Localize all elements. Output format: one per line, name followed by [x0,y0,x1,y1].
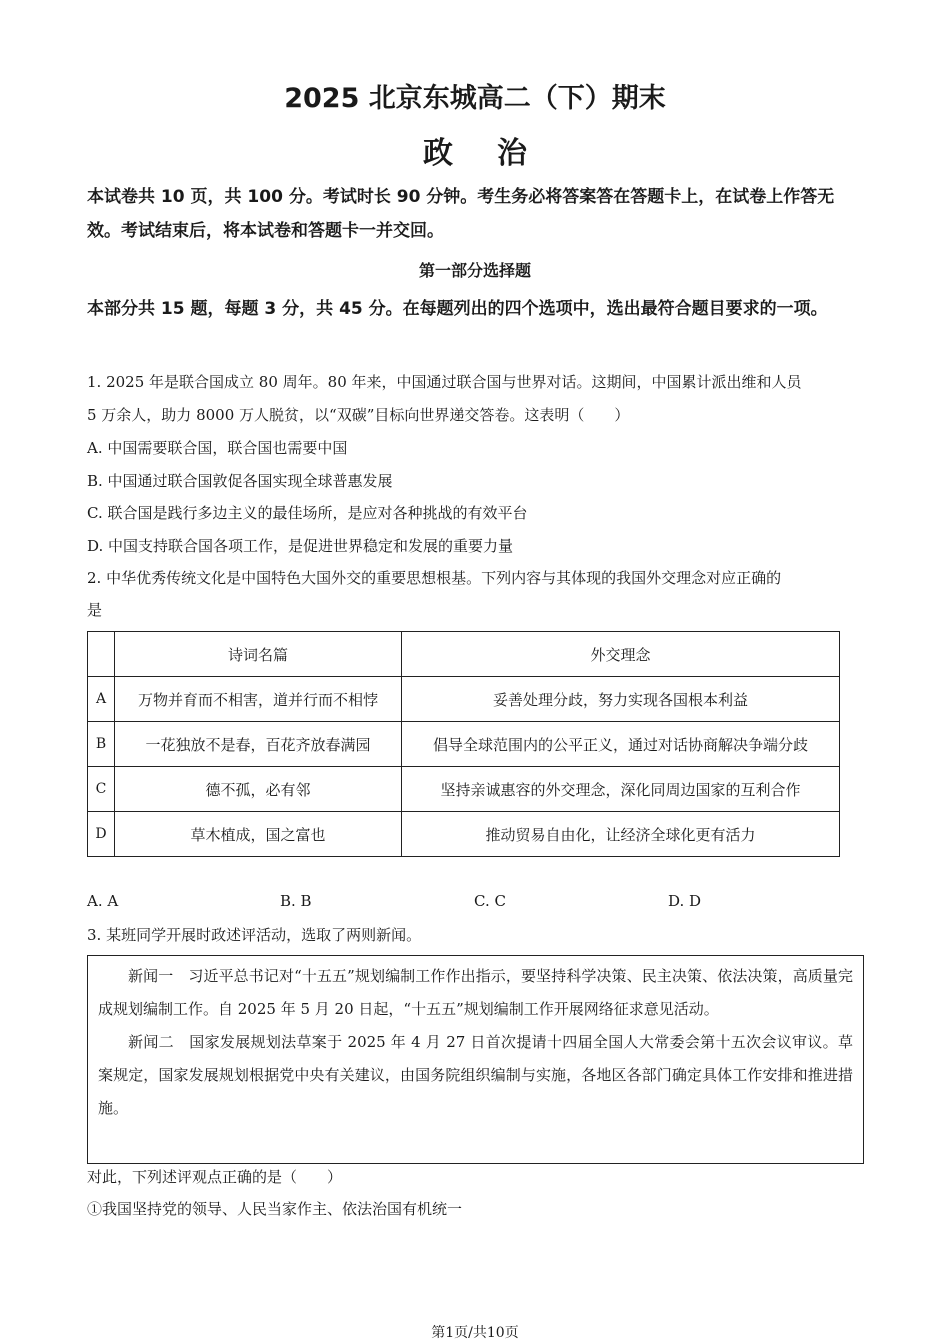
exam-title: 2025 北京东城高二（下）期末 [284,83,666,114]
q1-stem-line2: 5 万余人，助力 8000 万人脱贫，以“双碳”目标向世界递交答卷。这表明（ ） [87,406,630,424]
table-row [88,767,840,812]
table-row [88,722,840,767]
q1-stem-line1: 1. 2025 年是联合国成立 80 周年。80 年来，中国通过联合国与世界对话。这期间，中国累计派出维和人员 [87,373,802,391]
page-footer: 第1页/共10页 [431,1325,519,1341]
row-key: C [88,767,115,812]
news-item-1: 新闻一 习近平总书记对“十五五”规划编制工作作出指示，要坚持科学决策、民主决策、依法决策，高质量完成规划编制工作。自 2025 年 5 月 20 日起，“十五五”规划编制工作开展网络征求意见活动。 [98,967,853,1018]
subject-title: 政治 [423,136,571,171]
table-row [88,677,840,722]
q1-option-d: D. 中国支持联合国各项工作，是促进世界稳定和发展的重要力量 [87,537,514,555]
row-idea: 推动贸易自由化，让经济全球化更有活力 [402,812,840,857]
row-key: B [88,722,115,767]
q3-question: 对此，下列述评观点正确的是（ ） [87,1168,343,1186]
q3-item-1: ①我国坚持党的领导、人民当家作主、依法治国有机统一 [87,1200,463,1218]
table-header-idea: 外交理念 [402,632,840,677]
row-idea: 倡导全球范围内的公平正义，通过对话协商解决争端分歧 [402,722,840,767]
q2-stem-line2: 是 [87,601,103,619]
table-corner-cell [88,632,115,677]
q1-option-c: C. 联合国是践行多边主义的最佳场所，是应对各种挑战的有效平台 [87,504,528,522]
q2-option-b: B. B [280,892,312,910]
row-poem: 万物并育而不相害，道并行而不相悖 [115,677,402,722]
row-idea: 坚持亲诚惠容的外交理念，深化同周边国家的互利合作 [402,767,840,812]
q1-option-a: A. 中国需要联合国，联合国也需要中国 [87,439,348,457]
q1-option-b: B. 中国通过联合国敦促各国实现全球普惠发展 [87,472,393,490]
exam-instructions: 本试卷共 10 页，共 100 分。考试时长 90 分钟。考生务必将答案答在答题卡上，在试卷上作答无效。考试结束后，将本试卷和答题卡一并交回。 [87,187,835,241]
q2-option-c: C. C [474,892,506,910]
row-key: A [88,677,115,722]
q3-stem: 3. 某班同学开展时政述评活动，选取了两则新闻。 [87,926,422,944]
q2-stem-line1: 2. 中华优秀传统文化是中国特色大国外交的重要思想根基。下列内容与其体现的我国外交理念对应正确的 [87,569,782,587]
part1-title: 第一部分选择题 [418,261,531,280]
table-header-poem: 诗词名篇 [115,632,402,677]
q2-option-d: D. D [668,892,702,910]
table-header-row [88,632,840,677]
news-item-2: 新闻二 国家发展规划法草案于 2025 年 4 月 27 日首次提请十四届全国人大常委会第十五次会议审议。草案规定，国家发展规划根据党中央有关建议，由国务院组织编制与实施，各地区各部门确定具体工作安排和推进措施。 [98,1033,853,1117]
row-idea: 妥善处理分歧，努力实现各国根本利益 [402,677,840,722]
row-poem: 德不孤，必有邻 [115,767,402,812]
part1-intro: 本部分共 15 题，每题 3 分，共 45 分。在每题列出的四个选项中，选出最符合题目要求的一项。 [87,299,828,319]
q2-table [87,631,840,857]
news-box [87,955,864,1164]
row-poem: 一花独放不是春，百花齐放春满园 [115,722,402,767]
row-poem: 草木植成，国之富也 [115,812,402,857]
row-key: D [88,812,115,857]
q2-option-a: A. A [87,892,119,910]
table-row [88,812,840,857]
